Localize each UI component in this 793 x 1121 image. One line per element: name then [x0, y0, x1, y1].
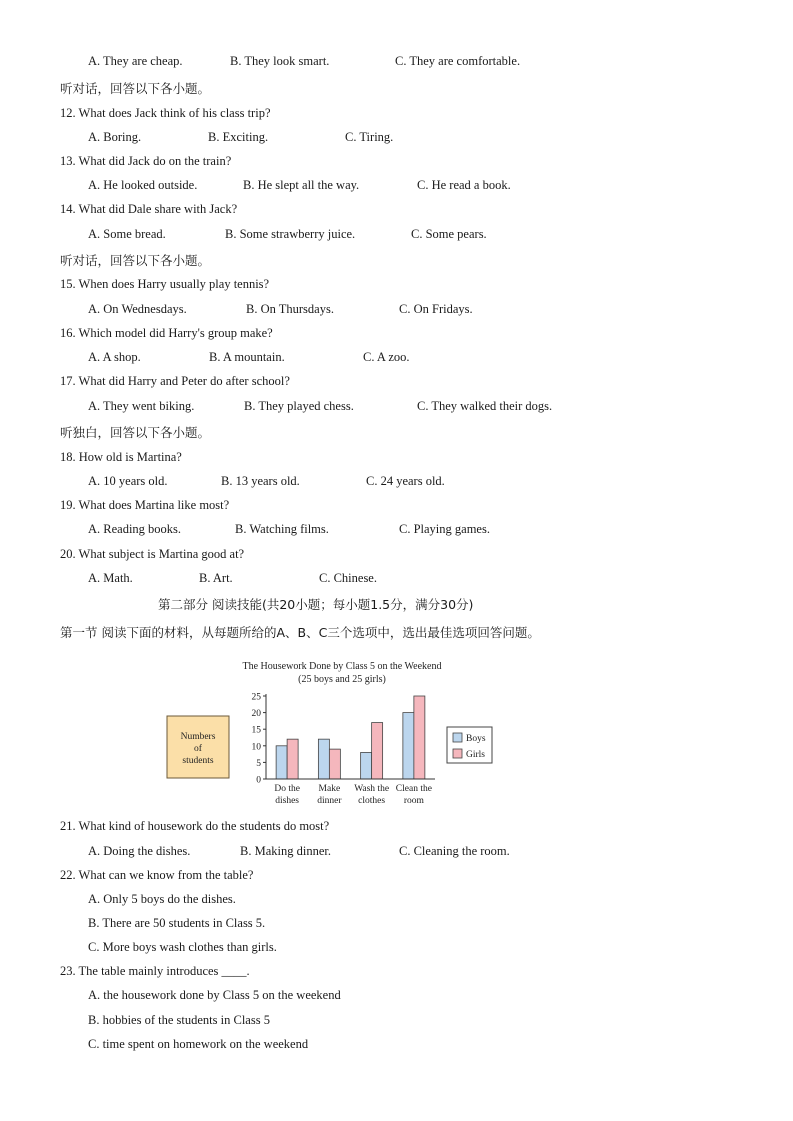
section1-instruction: 第一节 阅读下面的材料，从每题所给的A、B、C三个选项中，选出最佳选项回答问题。: [60, 625, 540, 640]
q19-option-a: A. Reading books.: [88, 522, 182, 536]
section-heading-dialogue-2: 听对话，回答以下各小题。: [60, 253, 211, 268]
housework-bar-chart: [160, 655, 500, 810]
housework-chart: [160, 655, 500, 810]
q23-option-a: A. the housework done by Class 5 on the weekend: [88, 988, 341, 1002]
bar-boys: [276, 746, 287, 779]
legend-swatch-girls: [453, 749, 462, 758]
q19-option-c: C. Playing games.: [399, 522, 490, 536]
chart-subtitle: (25 boys and 25 girls): [298, 674, 386, 685]
q23-option-c: C. time spent on homework on the weekend: [88, 1037, 309, 1051]
q17-option-b: B. They played chess.: [244, 399, 354, 413]
bar-girls: [287, 739, 298, 779]
q13-option-c: C. He read a book.: [417, 178, 511, 192]
q14-stem: 14. What did Dale share with Jack?: [60, 202, 238, 216]
y-tick-label: 20: [251, 709, 261, 720]
q12-option-a: A. Boring.: [88, 130, 142, 144]
q19-stem: 19. What does Martina like most?: [60, 498, 230, 512]
y-label-word: of: [194, 744, 202, 754]
q19-option-b: B. Watching films.: [235, 522, 329, 536]
part2-title: 第二部分 阅读技能(共20小题；每小题1.5分，满分30分): [158, 597, 474, 612]
q11-option-b: B. They look smart.: [230, 54, 330, 68]
x-category-label: Clean the: [395, 784, 432, 794]
q21-stem: 21. What kind of housework do the students do most?: [60, 819, 330, 833]
y-tick-label: 0: [256, 775, 261, 786]
q17-option-a: A. They went biking.: [88, 399, 195, 413]
q12-option-c: C. Tiring.: [345, 130, 394, 144]
q21-option-b: B. Making dinner.: [240, 844, 331, 858]
q16-option-b: B. A mountain.: [209, 350, 285, 364]
bar-boys: [361, 752, 372, 779]
q15-stem: 15. When does Harry usually play tennis?: [60, 277, 270, 291]
q18-stem: 18. How old is Martina?: [60, 450, 182, 464]
y-label-word: Numbers: [180, 732, 216, 742]
q20-option-a: A. Math.: [88, 571, 133, 585]
x-category-label: dinner: [317, 796, 342, 806]
x-category-label: Make: [318, 784, 341, 794]
q17-stem: 17. What did Harry and Peter do after school?: [60, 374, 290, 388]
bar-boys: [403, 713, 414, 779]
y-tick-label: 5: [256, 758, 261, 769]
x-category-label: room: [403, 796, 424, 806]
x-category-label: Do the: [274, 784, 300, 794]
y-tick-label: 25: [251, 692, 261, 703]
q18-option-a: A. 10 years old.: [88, 474, 168, 488]
q18-option-b: B. 13 years old.: [221, 474, 300, 488]
legend-label-girls: Girls: [466, 750, 485, 760]
section-heading-dialogue: 听对话，回答以下各小题。: [60, 81, 211, 96]
q22-option-b: B. There are 50 students in Class 5.: [88, 916, 266, 930]
q15-option-c: C. On Fridays.: [399, 302, 473, 316]
bar-girls: [329, 749, 340, 779]
legend-label-boys: Boys: [466, 734, 486, 744]
q18-option-c: C. 24 years old.: [366, 474, 445, 488]
bar-girls: [372, 723, 383, 779]
q15-option-a: A. On Wednesdays.: [88, 302, 187, 316]
q14-option-a: A. Some bread.: [88, 227, 166, 241]
q20-option-c: C. Chinese.: [319, 571, 377, 585]
q12-option-b: B. Exciting.: [208, 130, 269, 144]
q12-stem: 12. What does Jack think of his class trip?: [60, 106, 271, 120]
q23-stem: 23. The table mainly introduces ____.: [60, 964, 250, 978]
q22-stem: 22. What can we know from the table?: [60, 868, 254, 882]
q13-option-b: B. He slept all the way.: [243, 178, 360, 192]
q22-option-c: C. More boys wash clothes than girls.: [88, 940, 277, 954]
q20-option-b: B. Art.: [199, 571, 233, 585]
legend-swatch-boys: [453, 733, 462, 742]
q13-stem: 13. What did Jack do on the train?: [60, 154, 232, 168]
q21-option-a: A. Doing the dishes.: [88, 844, 191, 858]
q13-option-a: A. He looked outside.: [88, 178, 198, 192]
q14-option-c: C. Some pears.: [411, 227, 487, 241]
q21-option-c: C. Cleaning the room.: [399, 844, 510, 858]
q16-stem: 16. Which model did Harry's group make?: [60, 326, 273, 340]
q16-option-a: A. A shop.: [88, 350, 141, 364]
q17-option-c: C. They walked their dogs.: [417, 399, 553, 413]
q23-option-b: B. hobbies of the students in Class 5: [88, 1013, 270, 1027]
y-tick-label: 15: [251, 725, 261, 736]
q11-option-a: A. They are cheap.: [88, 54, 183, 68]
y-tick-label: 10: [251, 742, 261, 753]
chart-title: The Housework Done by Class 5 on the Weekend: [242, 661, 442, 672]
bar-boys: [318, 739, 329, 779]
q20-stem: 20. What subject is Martina good at?: [60, 547, 245, 561]
x-category-label: Wash the: [354, 784, 390, 794]
q22-option-a: A. Only 5 boys do the dishes.: [88, 892, 236, 906]
q11-option-c: C. They are comfortable.: [395, 54, 521, 68]
section-heading-monologue: 听独白，回答以下各小题。: [60, 425, 211, 440]
x-category-label: clothes: [358, 796, 386, 806]
y-label-word: students: [182, 756, 214, 766]
q15-option-b: B. On Thursdays.: [246, 302, 334, 316]
bar-girls: [414, 696, 425, 779]
x-category-label: dishes: [275, 796, 299, 806]
q14-option-b: B. Some strawberry juice.: [225, 227, 356, 241]
q16-option-c: C. A zoo.: [363, 350, 410, 364]
